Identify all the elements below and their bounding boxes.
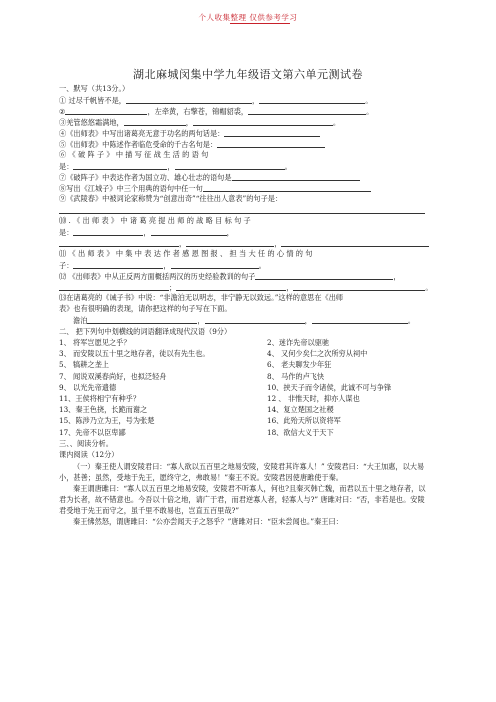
translation-item: 15、陈涉乃立为王，号为张楚 (59, 416, 155, 426)
answer-blank[interactable] (281, 238, 429, 247)
answer-blank[interactable] (248, 106, 366, 115)
answer-blank[interactable] (312, 315, 408, 324)
reading-paragraph: 秦王怫然怒，谓唐雎曰：“公亦尝闻天子之怒乎？”唐雎对曰：“臣未尝闻也。”秦王曰： (73, 517, 343, 527)
translation-item: 18、欲信大义于天下 (267, 427, 334, 437)
translation-item: 14、复立楚国之社稷 (267, 405, 334, 415)
question-6-answer: 是： ， 。 (59, 162, 292, 171)
section1-heading: 一、默写（共13分。） (59, 84, 130, 93)
translation-item: 9、 以光先帝遗德 (59, 382, 117, 392)
translation-item: 10、挟天子而令诸侯，此诚不可与争锋 (267, 382, 392, 392)
answer-blank[interactable] (224, 128, 320, 137)
question-4: ④《出师表》中写出诸葛亮无意于功名的两句话是： (59, 128, 431, 139)
answer-blank[interactable] (73, 260, 163, 269)
question-11: ⑾ 《 出 师 表 》 中 集 中 表 达 作 者 感 恩 图 报 、 担 当 大 任 的 心 情 的 句 (59, 249, 313, 258)
question-12: ⑿ 《出师表》中从正反两方面概括两汉的历史经验教训的句子 ， (59, 272, 401, 281)
section3-subheading: 课内阅读（12分） (59, 449, 119, 459)
question-2: ② ，左牵黄，右擎苍，锦帽貂裘， 。 (59, 107, 374, 116)
translation-item: 6、 老夫聊发少年狂 (267, 360, 332, 370)
question-9-answer (59, 205, 431, 216)
section3-heading: 三、、阅读分析。 (59, 438, 113, 448)
question-7: ⑦《破阵子》中表达作者为国立功、雄心壮志的语句是 (59, 172, 431, 183)
translation-items (59, 338, 431, 439)
answer-blank[interactable] (203, 183, 371, 192)
header-text: 个人收集整理 仅供参考学习 (198, 13, 298, 22)
answer-blank[interactable] (171, 260, 259, 269)
answer-blank[interactable] (175, 161, 285, 170)
question-10-answer-2: ， ， (59, 238, 431, 249)
answer-blank[interactable] (59, 282, 169, 291)
translation-item: 5、 犒耕之垄上 (59, 360, 109, 370)
question-13-answer: 澹泊 ， ， 。 (73, 316, 415, 325)
reading-paragraph: 秦王谓唐雎曰：“寡人以五百里之地易安陵，安陵君不听寡人，何也?且秦灭韩亡魏，而君以五十里之地存者，以君为长者，故不错意也。今吾以十倍之地，请广于君，而君逆寡人者，轻寡人与?” 唐雎对曰：“否，非若是也。安陵君受地于先王而守之，虽千里不敢易也，岂直五百里哉?” (59, 484, 426, 516)
answer-blank[interactable] (186, 238, 274, 247)
answer-blank[interactable] (193, 117, 333, 126)
answer-blank[interactable] (87, 315, 197, 324)
exam-content (59, 84, 431, 528)
page-header (0, 12, 496, 23)
translation-item: 11、王侯将相宁有种乎？ (59, 393, 141, 403)
question-6: ⑥ 《 破 阵 子 》 中 描 写 征 战 生 活 的 语 句 (59, 150, 209, 159)
question-8: ⑧写出《江城子》中三个用典的语句中任一句 (59, 183, 431, 194)
answer-blank[interactable] (73, 227, 143, 236)
answer-blank[interactable] (217, 139, 325, 148)
translation-item: 17、先帝不以臣卑鄙 (59, 427, 126, 437)
question-11-answer: 子： ， 。 (59, 261, 266, 270)
answer-blank[interactable] (124, 117, 186, 126)
answer-blank[interactable] (59, 238, 179, 247)
translation-item: 16、此殆天所以资将军 (267, 416, 341, 426)
translation-item: 12 、 非惟天时，抑亦人谋也 (267, 393, 360, 403)
answer-blank[interactable] (293, 282, 425, 291)
question-13-cont: 表》也有很明确的表现，请你把这样的句子写在下面。 (59, 304, 232, 313)
translation-item: 1、 将军岂愿见之乎？ (59, 338, 131, 347)
answer-blank[interactable] (59, 205, 425, 214)
translation-item: 3、 而安陵以五十里之地存者，徒以有先生也。 (59, 349, 210, 359)
answer-blank[interactable] (259, 95, 365, 104)
reading-paragraph: （一）秦王使人谓安陵君曰：“寡人欲以五百里之地易安陵，安陵君其许寡人！” 安陵君曰：“大王加惠，以大易小，甚善；虽然，受地于先王，愿终守之，弗敢易！”秦王不说。安陵君因使唐雎使于秦。 (59, 461, 425, 482)
answer-blank[interactable] (126, 95, 252, 104)
answer-blank[interactable] (176, 282, 286, 291)
question-13: ⒀在诸葛亮的《诫子书》中说：“非澹泊无以明志，非宁静无以致远。”这样的意思在《出师 (59, 293, 344, 302)
question-1: ① 过尽千帆皆不是， ， 。 (59, 96, 373, 105)
translation-item: 7、 闻说双溪春尚好，也拟泛轻舟 (59, 371, 167, 381)
question-5: ⑤《出师表》中陈述作者临危受命的千古名句是： (59, 139, 431, 150)
answer-blank[interactable] (232, 172, 360, 181)
answer-blank[interactable] (151, 227, 227, 236)
question-10-answer: 是： ， ， (59, 228, 234, 237)
translation-item: 4、 又何少矣仁之次所穷从祠中 (267, 349, 368, 359)
question-3: ③羌管悠悠霜满地， ， 。 (59, 118, 341, 127)
section2-heading: 二、 把下列句中划横线的词语翻译成现代汉语（9分） (59, 327, 232, 336)
header-rule (230, 23, 290, 24)
answer-blank[interactable] (205, 315, 305, 324)
question-10: ⑽ . 《 出 师 表 》 中 诸 葛 亮 提 出 师 的 战 略 目 标 句 子 (59, 216, 251, 225)
answer-blank[interactable] (255, 271, 393, 280)
translation-item: 13、秦王色挠，长跪而谢之 (59, 405, 148, 415)
translation-item: 8、 马作的卢飞快 (267, 371, 325, 381)
answer-blank[interactable] (73, 161, 167, 170)
translation-item: 2、迷诈先帝以驱驰 (267, 338, 330, 347)
exam-title: 湖北麻城闵集中学九年级语文第六单元测试卷 (133, 68, 363, 81)
question-12-answer: ； ， 。 (59, 282, 431, 293)
question-9: ⑨《武陵春》中被词论家称赞为“创意出奇”“往往出人意表”的句子是： (59, 194, 283, 203)
answer-blank[interactable] (65, 106, 147, 115)
